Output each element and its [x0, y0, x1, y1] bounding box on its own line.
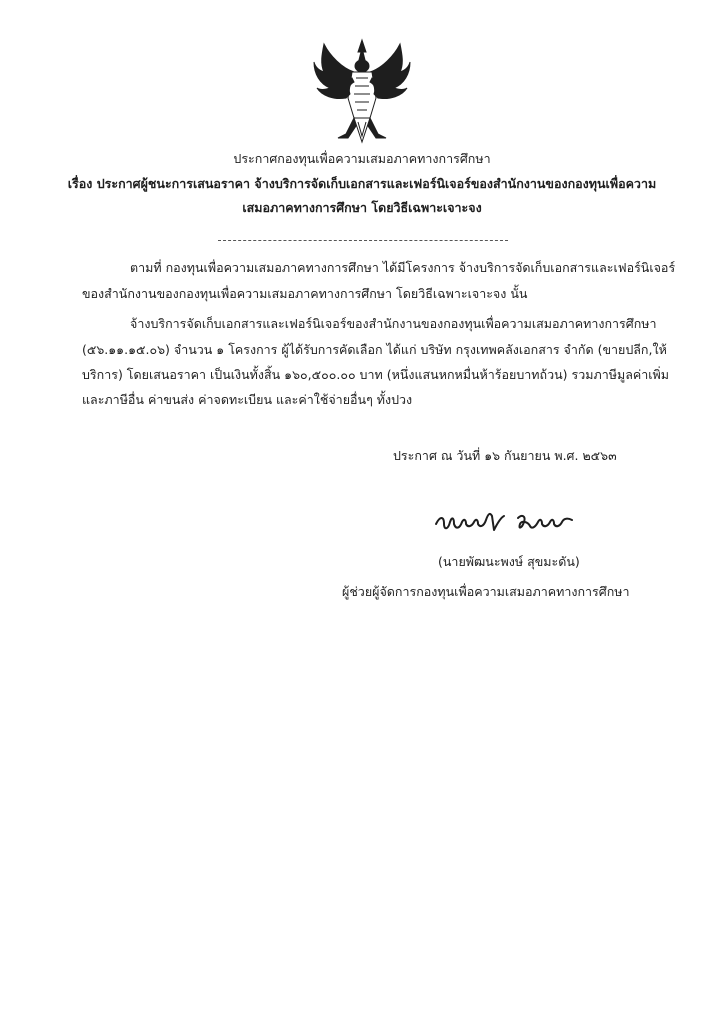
- paragraph-2-line-2: (๕๖.๑๑.๑๕.๐๖) จำนวน ๑ โครงการ ผู้ได้รับการคัดเลือก ได้แก่ บริษัท กรุงเทพคลังเอกสาร จำกัด (ขายปลีก,ให้: [82, 342, 667, 357]
- document-title: ประกาศกองทุนเพื่อความเสมอภาคทางการศึกษา: [233, 151, 491, 166]
- paragraph-1-line-1: ตามที่ กองทุนเพื่อความเสมอภาคทางการศึกษา ได้มีโครงการ จ้างบริการจัดเก็บเอกสารและเฟอร์นิเจอร์: [130, 260, 676, 275]
- signer-name: (นายพัฒนะพงษ์ สุขมะดัน): [438, 554, 580, 569]
- garuda-emblem-icon: [312, 38, 412, 146]
- announcement-date: ประกาศ ณ วันที่ ๑๖ กันยายน พ.ศ. ๒๕๖๓: [393, 448, 617, 463]
- paragraph-2-line-4: และภาษีอื่น ค่าขนส่ง ค่าจดทะเบียน และค่าใช้จ่ายอื่นๆ ทั้งปวง: [82, 392, 413, 407]
- paragraph-2-line-1: จ้างบริการจัดเก็บเอกสารและเฟอร์นิเจอร์ของสำนักงานของกองทุนเพื่อความเสมอภาคทางการศึกษา: [130, 316, 657, 331]
- signer-position: ผู้ช่วยผู้จัดการกองทุนเพื่อความเสมอภาคทางการศึกษา: [342, 584, 630, 599]
- subject-line-2: เสมอภาคทางการศึกษา โดยวิธีเฉพาะเจาะจง: [242, 200, 482, 215]
- header-divider: [218, 240, 508, 241]
- subject-line-1: เรื่อง ประกาศผู้ชนะการเสนอราคา จ้างบริการจัดเก็บเอกสารและเฟอร์นิเจอร์ของสำนักงานของกองทุนเพื่อความ: [67, 176, 657, 191]
- paragraph-2-line-3: บริการ) โดยเสนอราคา เป็นเงินทั้งสิ้น ๑๖๐,๕๐๐.๐๐ บาท (หนึ่งแสนหกหมื่นห้าร้อยบาทถ้วน) รวมภาษีมูลค่าเพิ่ม: [82, 367, 670, 382]
- handwritten-signature: [432, 506, 582, 540]
- paragraph-1-line-2: ของสำนักงานของกองทุนเพื่อความเสมอภาคทางการศึกษา โดยวิธีเฉพาะเจาะจง นั้น: [82, 286, 528, 301]
